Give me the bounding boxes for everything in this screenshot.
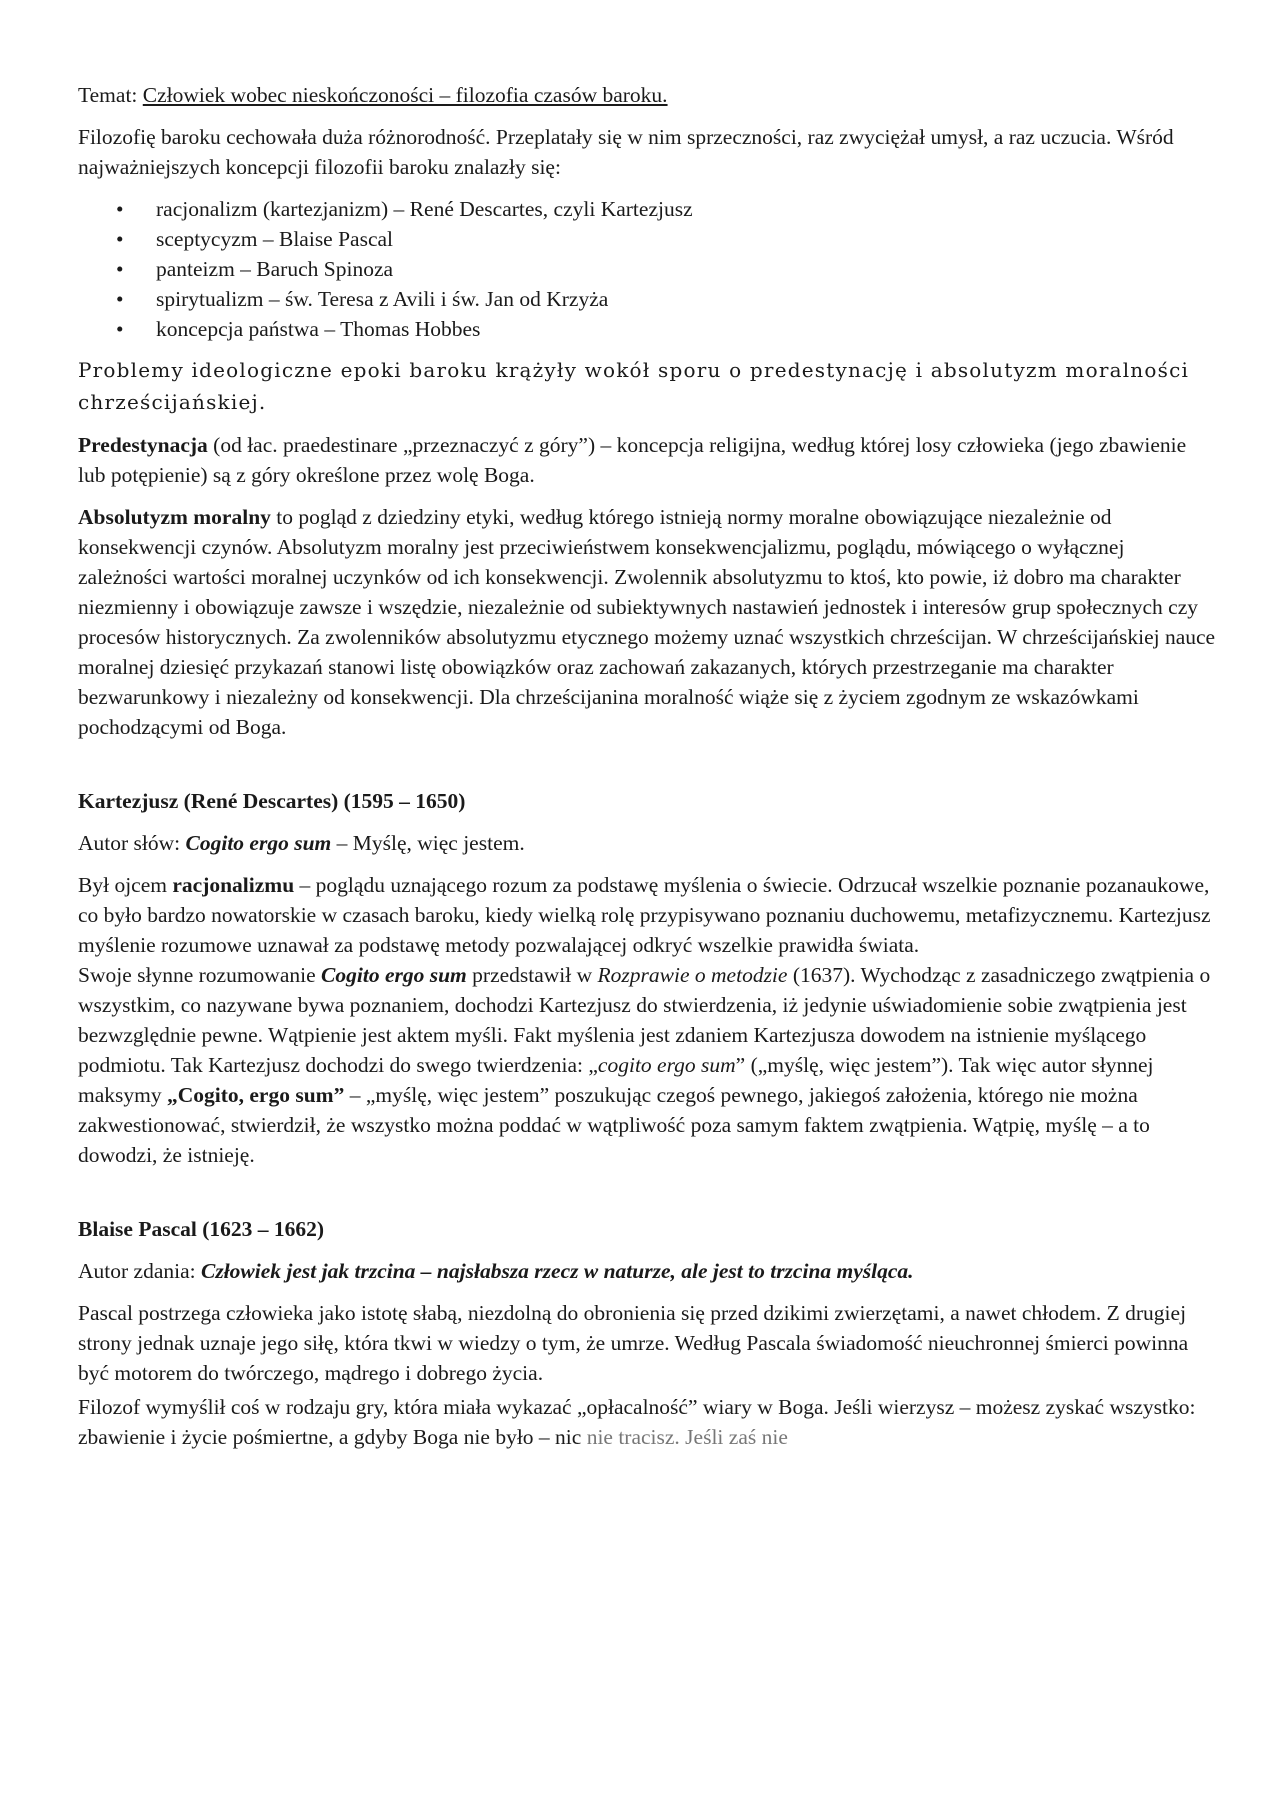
absolutism-paragraph <box>78 502 1218 742</box>
philosophy-list <box>78 194 1218 344</box>
descartes-heading <box>78 786 1218 816</box>
document-page <box>78 80 1218 1464</box>
intro-paragraph: Filozofię baroku cechowała duża różnorodność. Przeplatały się w nim sprzeczności, raz zwyciężał umysł, a raz uczucia. Wśród najważniejszych koncepcji filozofii baroku znalazły się: <box>78 125 1174 179</box>
bullet-icon: • <box>116 227 124 251</box>
descartes-p1-b: – poglądu uznającego rozum za podstawę myślenia o świecie. Odrzucał wszelkie poznanie pozanaukowe, co było bardzo nowatorskie w czasach baroku, kiedy wielką rolę przypisywano poznaniu duchowemu, metafizycznemu. Kartezjusz myślenie rozumowe uznawał za podstawę metody pozwalającej odkryć wszelkie prawidła świata. <box>78 873 1211 957</box>
descartes-author-line <box>78 828 1218 858</box>
list-item <box>78 194 1218 224</box>
descartes-p2-a: Swoje słynne rozumowanie <box>78 963 322 987</box>
descartes-p2-d: ” („myślę, więc jestem”). Tak więc autor słynnej maksymy <box>78 1053 1154 1107</box>
predestination-paragraph <box>78 430 1218 490</box>
descartes-heading-text: Kartezjusz (René Descartes) (1595 – 1650) <box>78 789 466 813</box>
descartes-paragraph-2 <box>78 960 1218 1170</box>
list-item <box>78 314 1218 344</box>
pascal-author-prefix: Autor zdania: <box>78 1259 201 1283</box>
pascal-author-quote: Człowiek jest jak trzcina – najsłabsza rzecz w naturze, ale jest to trzcina myśląca. <box>201 1259 914 1283</box>
descartes-p1-term: racjonalizmu <box>172 873 295 897</box>
descartes-p2-quote2: cogito ergo sum <box>597 1053 736 1077</box>
bullet-icon: • <box>116 287 124 311</box>
section-spacer <box>78 1182 1218 1214</box>
bullet-icon: • <box>116 317 124 341</box>
section-spacer <box>78 754 1218 786</box>
descartes-p2-quote: Cogito ergo sum <box>321 963 467 987</box>
predestination-term: Predestynacja <box>78 433 208 457</box>
descartes-p2-title: Rozprawie o metodzie <box>597 963 788 987</box>
list-item-text: panteizm – Baruch Spinoza <box>156 257 394 281</box>
descartes-paragraph-1 <box>78 870 1218 960</box>
bullet-icon: • <box>116 197 124 221</box>
topic-title: Człowiek wobec nieskończoności – filozofia czasów baroku. <box>142 83 668 107</box>
problems-paragraph: Problemy ideologiczne epoki baroku krążyły wokół sporu o predestynację i absolutyzm moralności chrześcijańskiej. <box>78 358 1190 414</box>
topic-line <box>78 80 1218 110</box>
descartes-p1-a: Był ojcem <box>78 873 173 897</box>
pascal-author-line <box>78 1256 1218 1286</box>
absolutism-definition: to pogląd z dziedziny etyki, według którego istnieją normy moralne obowiązujące niezależnie od konsekwencji czynów. Absolutyzm moralny jest przeciwieństwem konsekwencjalizmu, poglądu, mówiącego o wyłącznej zależności wartości moralnej uczynków od ich konsekwencji. Zwolennik absolutyzmu to ktoś, kto powie, iż dobro ma charakter niezmienny i obowiązuje zawsze i wszędzie, niezależnie od subiektywnych nastawień jednostek i interesów grup społecznych czy procesów historycznych. Za zwolenników absolutyzmu etycznego możemy uznać wszystkich chrześcijan. W chrześcijańskiej nauce moralnej dziesięć przykazań stanowi listę obowiązków oraz zachowań zakazanych, których przestrzeganie ma charakter bezwarunkowy i niezależny od konsekwencji. Dla chrześcijanina moralność wiąże się z życiem zgodnym ze wskazówkami pochodzącymi od Boga. <box>78 505 1216 739</box>
descartes-p2-e: – „myślę, więc jestem” poszukując czegoś pewnego, jakiegoś założenia, którego nie można zakwestionować, stwierdził, że wszystko można poddać w wątpliwość poza samym faktem zwątpienia. Wątpię, myślę – a to dowodzi, że istnieję. <box>78 1083 1150 1167</box>
list-item-text: sceptycyzm – Blaise Pascal <box>156 227 394 251</box>
absolutism-term: Absolutyzm moralny <box>78 505 271 529</box>
pascal-paragraph-1: Pascal postrzega człowieka jako istotę słabą, niezdolną do obronienia się przed dzikimi zwierzętami, a nawet chłodem. Z drugiej strony jednak uznaje jego siłę, która tkwi w wiedzy o tym, że umrze. Według Pascala świadomość nieuchronnej śmierci powinna być motorem do twórczego, mądrego i dobrego życia. <box>78 1301 1189 1385</box>
topic-label: Temat: <box>78 83 143 107</box>
descartes-p2-bold: „Cogito, ergo sum” <box>166 1083 345 1107</box>
list-item-text: koncepcja państwa – Thomas Hobbes <box>156 317 481 341</box>
list-item-text: spirytualizm – św. Teresa z Avili i św. Jan od Krzyża <box>156 287 609 311</box>
descartes-p2-b: przedstawił w <box>466 963 598 987</box>
list-item-text: racjonalizm (kartezjanizm) – René Descartes, czyli Kartezjusz <box>156 197 693 221</box>
descartes-p2-c: (1637). Wychodząc z zasadniczego zwątpienia o wszystkim, co nazywane bywa poznaniem, dochodzi Kartezjusz do stwierdzenia, iż jedynie uświadomienie sobie zwątpienia jest bezwzględnie pewne. Wątpienie jest aktem myśli. Fakt myślenia jest zdaniem Kartezjusza dowodem na istnienie myślącego podmiotu. Tak Kartezjusz dochodzi do swego twierdzenia: „ <box>78 963 1211 1077</box>
list-item <box>78 224 1218 254</box>
pascal-p2-faded-text: nie tracisz. Jeśli zaś nie <box>586 1425 788 1449</box>
descartes-author-prefix: Autor słów: <box>78 831 186 855</box>
pascal-heading <box>78 1214 1218 1244</box>
list-item <box>78 254 1218 284</box>
pascal-heading-text: Blaise Pascal (1623 – 1662) <box>78 1217 325 1241</box>
list-item <box>78 284 1218 314</box>
predestination-definition: (od łac. praedestinare „przeznaczyć z góry”) – koncepcja religijna, według której losy człowieka (jego zbawienie lub potępienie) są z góry określone przez wolę Boga. <box>78 433 1187 487</box>
bullet-icon: • <box>116 257 124 281</box>
descartes-author-suffix: – Myślę, więc jestem. <box>331 831 525 855</box>
descartes-author-quote: Cogito ergo sum <box>185 831 332 855</box>
pascal-paragraph-2 <box>78 1392 1218 1452</box>
pascal-p2-text: Filozof wymyślił coś w rodzaju gry, która miała wykazać „opłacalność” wiary w Boga. Jeśli wierzysz – możesz zyskać wszystko: zbawienie i życie pośmiertne, a gdyby Boga nie było – nic <box>78 1395 1196 1449</box>
